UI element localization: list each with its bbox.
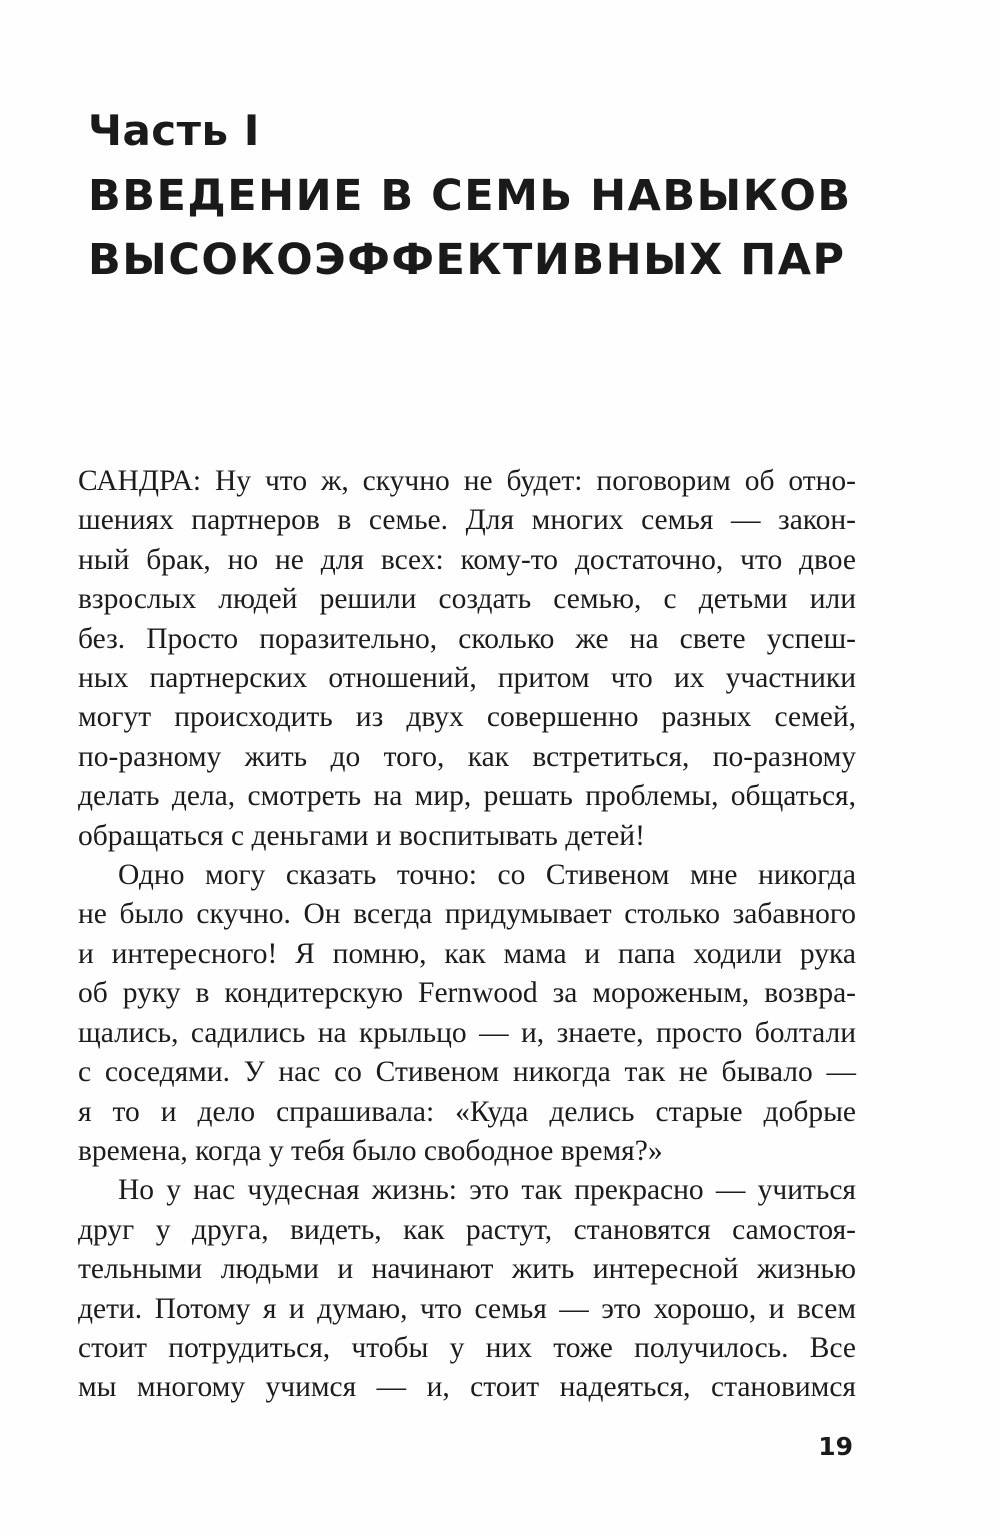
part-title-line: ВЫСОКОЭФФЕКТИВНЫХ ПАР xyxy=(88,235,846,285)
text-line: друг у друга, видеть, как растут, становятся самостоя- xyxy=(78,1213,856,1246)
text-line: без. Просто поразительно, сколько же на свете успеш- xyxy=(78,622,856,655)
body-text xyxy=(78,462,856,1408)
paragraph xyxy=(78,462,856,856)
paragraph xyxy=(78,1171,856,1407)
text-line: взрослых людей решили создать семью, с детьми или xyxy=(78,583,856,616)
text-line: и интересного! Я помню, как мама и папа ходили рука xyxy=(78,937,856,970)
text-line: стоит потрудиться, чтобы у них тоже получилось. Все xyxy=(78,1331,856,1364)
text-line: Одно могу сказать точно: со Стивеном мне никогда xyxy=(118,859,856,892)
part-title-line: ВВЕДЕНИЕ В СЕМЬ НАВЫКОВ xyxy=(88,171,852,221)
text-line: ный брак, но не для всех: кому-то достаточно, что двое xyxy=(78,543,856,576)
part-label: Часть I xyxy=(88,106,260,155)
text-line: мы многому учимся — и, стоит надеяться, становимся xyxy=(78,1371,856,1404)
paragraph xyxy=(78,856,856,1171)
text-line: я то и дело спрашивала: «Куда делись старые добрые xyxy=(78,1095,856,1128)
page-number: 19 xyxy=(818,1432,853,1461)
text-line: ных партнерских отношений, притом что их участники xyxy=(78,662,856,695)
text-line: дети. Потому я и думаю, что семья — это хорошо, и всем xyxy=(78,1292,856,1325)
text-line: Но у нас чудесная жизнь: это так прекрасно — учиться xyxy=(118,1174,856,1207)
text-line: могут происходить из двух совершенно разных семей, xyxy=(78,701,856,734)
text-line: шениях партнеров в семье. Для многих семья — закон- xyxy=(78,504,856,537)
text-line: времена, когда у тебя было свободное время?» xyxy=(78,1134,663,1167)
text-line: обращаться с деньгами и воспитывать детей! xyxy=(78,819,645,852)
text-line: по-разному жить до того, как встретиться, по-разному xyxy=(78,740,856,773)
text-line: щались, садились на крыльцо — и, знаете, просто болтали xyxy=(78,1016,856,1049)
text-line: тельными людьми и начинают жить интересной жизнью xyxy=(78,1253,856,1286)
text-line: с соседями. У нас со Стивеном никогда так не бывало — xyxy=(78,1056,856,1089)
text-line: не было скучно. Он всегда придумывает столько забавного xyxy=(78,898,856,931)
part-title xyxy=(88,164,948,292)
text-line: об руку в кондитерскую Fernwood за мороженым, возвра- xyxy=(78,977,856,1010)
text-line: САНДРА: Ну что ж, скучно не будет: поговорим об отно- xyxy=(78,465,856,497)
text-line: делать дела, смотреть на мир, решать проблемы, общаться, xyxy=(78,780,856,813)
